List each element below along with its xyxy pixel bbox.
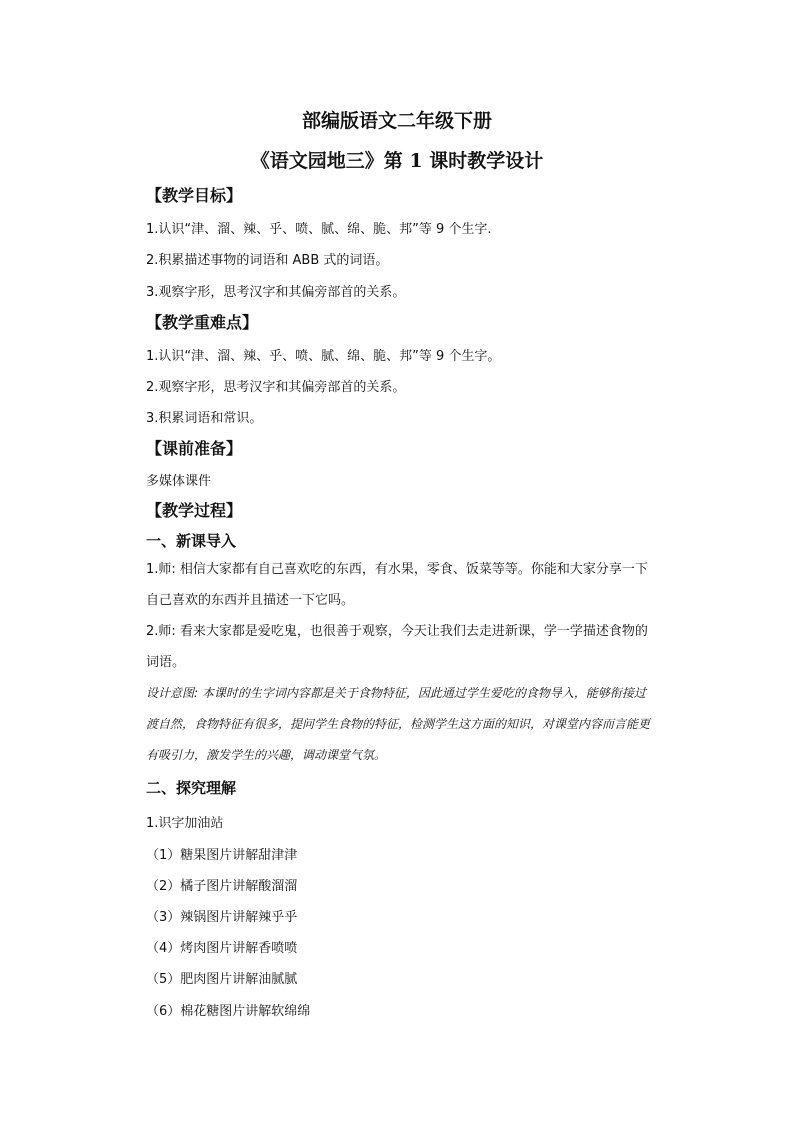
list-item: （2）橘子图片讲解酸溜溜 <box>146 879 298 894</box>
keypoint-item: 3.积累词语和常识。 <box>146 411 263 426</box>
keypoint-item: 1.认识“津、溜、辣、乎、喷、腻、绵、脆、邦”等 9 个生字。 <box>146 349 501 364</box>
design-intent-note: 设计意图: 本课时的生字词内容都是关于食物特征，因此通过学生爱吃的食物导入，能够衔接过渡自然，食物特征有很多，提问学生食物的特征，检测学生这方面的知识，对课堂内容而言能更有吸引力，激发学生的兴趣，调动课堂气氛。 <box>146 686 651 762</box>
preparation-text: 多媒体课件 <box>146 474 212 489</box>
document-subtitle: 《语文园地三》第 1 课时教学设计 <box>250 150 544 172</box>
keypoint-item: 2.观察字形，思考汉字和其偏旁部首的关系。 <box>146 380 406 395</box>
list-item: （1）糖果图片讲解甜津津 <box>146 848 298 863</box>
heading-process: 【教学过程】 <box>146 501 243 520</box>
section2-subheading: 1.识字加油站 <box>146 816 224 831</box>
objective-item: 2.积累描述事物的词语和 ABB 式的词语。 <box>146 253 389 268</box>
list-item: （6）棉花糖图片讲解软绵绵 <box>146 1004 311 1019</box>
heading-keypoints: 【教学重难点】 <box>146 313 259 332</box>
section1-paragraph: 2.师: 看来大家都是爱吃鬼，也很善于观察，今天让我们去走进新课，学一学描述食物的词语。 <box>146 624 648 670</box>
list-item: （3）辣锅图片讲解辣乎乎 <box>146 910 298 925</box>
objective-item: 3.观察字形，思考汉字和其偏旁部首的关系。 <box>146 285 406 300</box>
section2-heading: 二、探究理解 <box>146 779 237 797</box>
objective-item: 1.认识“津、溜、辣、乎、喷、腻、绵、脆、邦”等 9 个生字. <box>146 222 492 237</box>
section1-heading: 一、新课导入 <box>146 532 237 550</box>
document-title: 部编版语文二年级下册 <box>301 110 492 132</box>
heading-objectives: 【教学目标】 <box>146 186 243 205</box>
list-item: （4）烤肉图片讲解香喷喷 <box>146 941 298 956</box>
heading-preparation: 【课前准备】 <box>146 439 243 458</box>
list-item: （5）肥肉图片讲解油腻腻 <box>146 972 298 987</box>
section1-paragraph: 1.师: 相信大家都有自己喜欢吃的东西，有水果，零食、饭菜等等。你能和大家分享一下自己喜欢的东西并且描述一下它吗。 <box>146 562 648 608</box>
